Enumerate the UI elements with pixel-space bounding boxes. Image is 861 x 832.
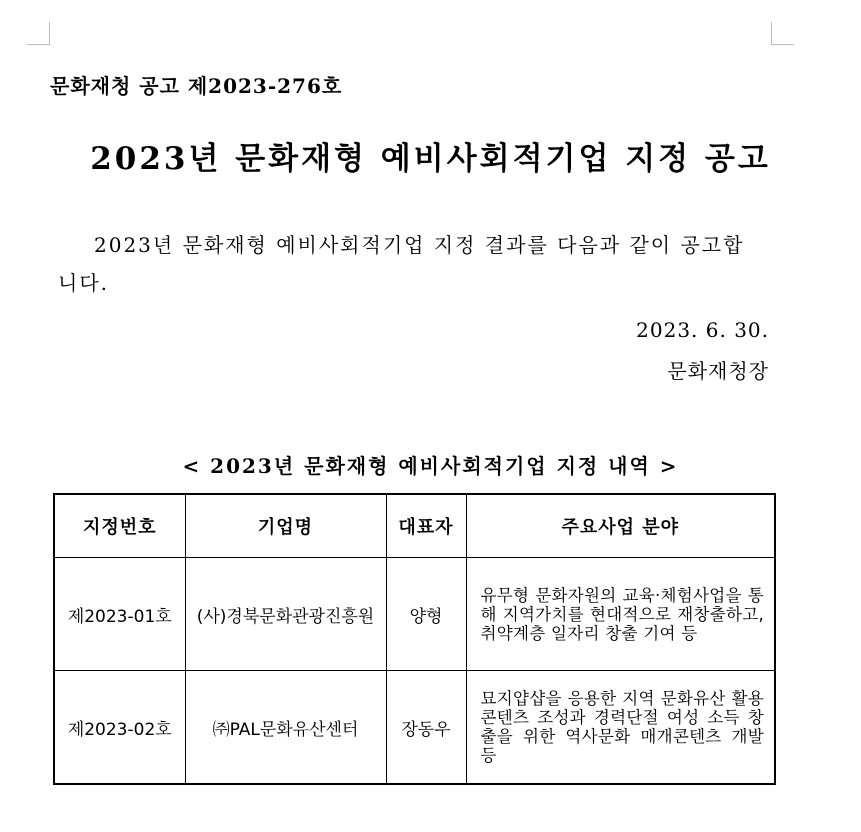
- notice-number: 문화재청 공고 제2023-276호: [50, 74, 343, 98]
- representative-cell: 양형: [386, 558, 466, 671]
- designation-number-cell: 제2023-01호: [54, 558, 185, 671]
- designation-number-cell: 제2023-02호: [54, 671, 185, 785]
- table-caption: < 2023년 문화재형 예비사회적기업 지정 내역 >: [182, 454, 679, 478]
- table-row: [54, 558, 775, 671]
- header-designation-number: 지정번호: [54, 494, 185, 558]
- crop-mark-top-right: [771, 22, 794, 45]
- document-title: 2023년 문화재형 예비사회적기업 지정 공고: [90, 141, 771, 177]
- designation-table: [53, 493, 776, 785]
- header-company-name: 기업명: [185, 494, 386, 558]
- notice-body: 2023년 문화재형 예비사회적기업 지정 결과를 다음과 같이 공고합니다.: [58, 233, 745, 295]
- business-field-cell: 묘지얍샵을 응용한 지역 문화유산 활용 콘텐츠 조성과 경력단절 여성 소득 창출을 위한 역사문화 매개콘텐츠 개발 등: [466, 671, 775, 785]
- notice-date: 2023. 6. 30.: [636, 318, 769, 342]
- notice-issuer: 문화재청장: [667, 359, 769, 383]
- company-name-cell: (사)경북문화관광진흥원: [185, 558, 386, 671]
- table-row: [54, 671, 775, 785]
- company-name-cell: ㈜PAL문화유산센터: [185, 671, 386, 785]
- table-header-row: [54, 494, 775, 558]
- header-main-business-field: 주요사업 분야: [466, 494, 775, 558]
- header-representative: 대표자: [386, 494, 466, 558]
- business-field-cell: 유무형 문화자원의 교육·체험사업을 통해 지역가치를 현대적으로 재창출하고, 취약계층 일자리 창출 기여 등: [466, 558, 775, 671]
- representative-cell: 장동우: [386, 671, 466, 785]
- crop-mark-top-left: [27, 22, 50, 45]
